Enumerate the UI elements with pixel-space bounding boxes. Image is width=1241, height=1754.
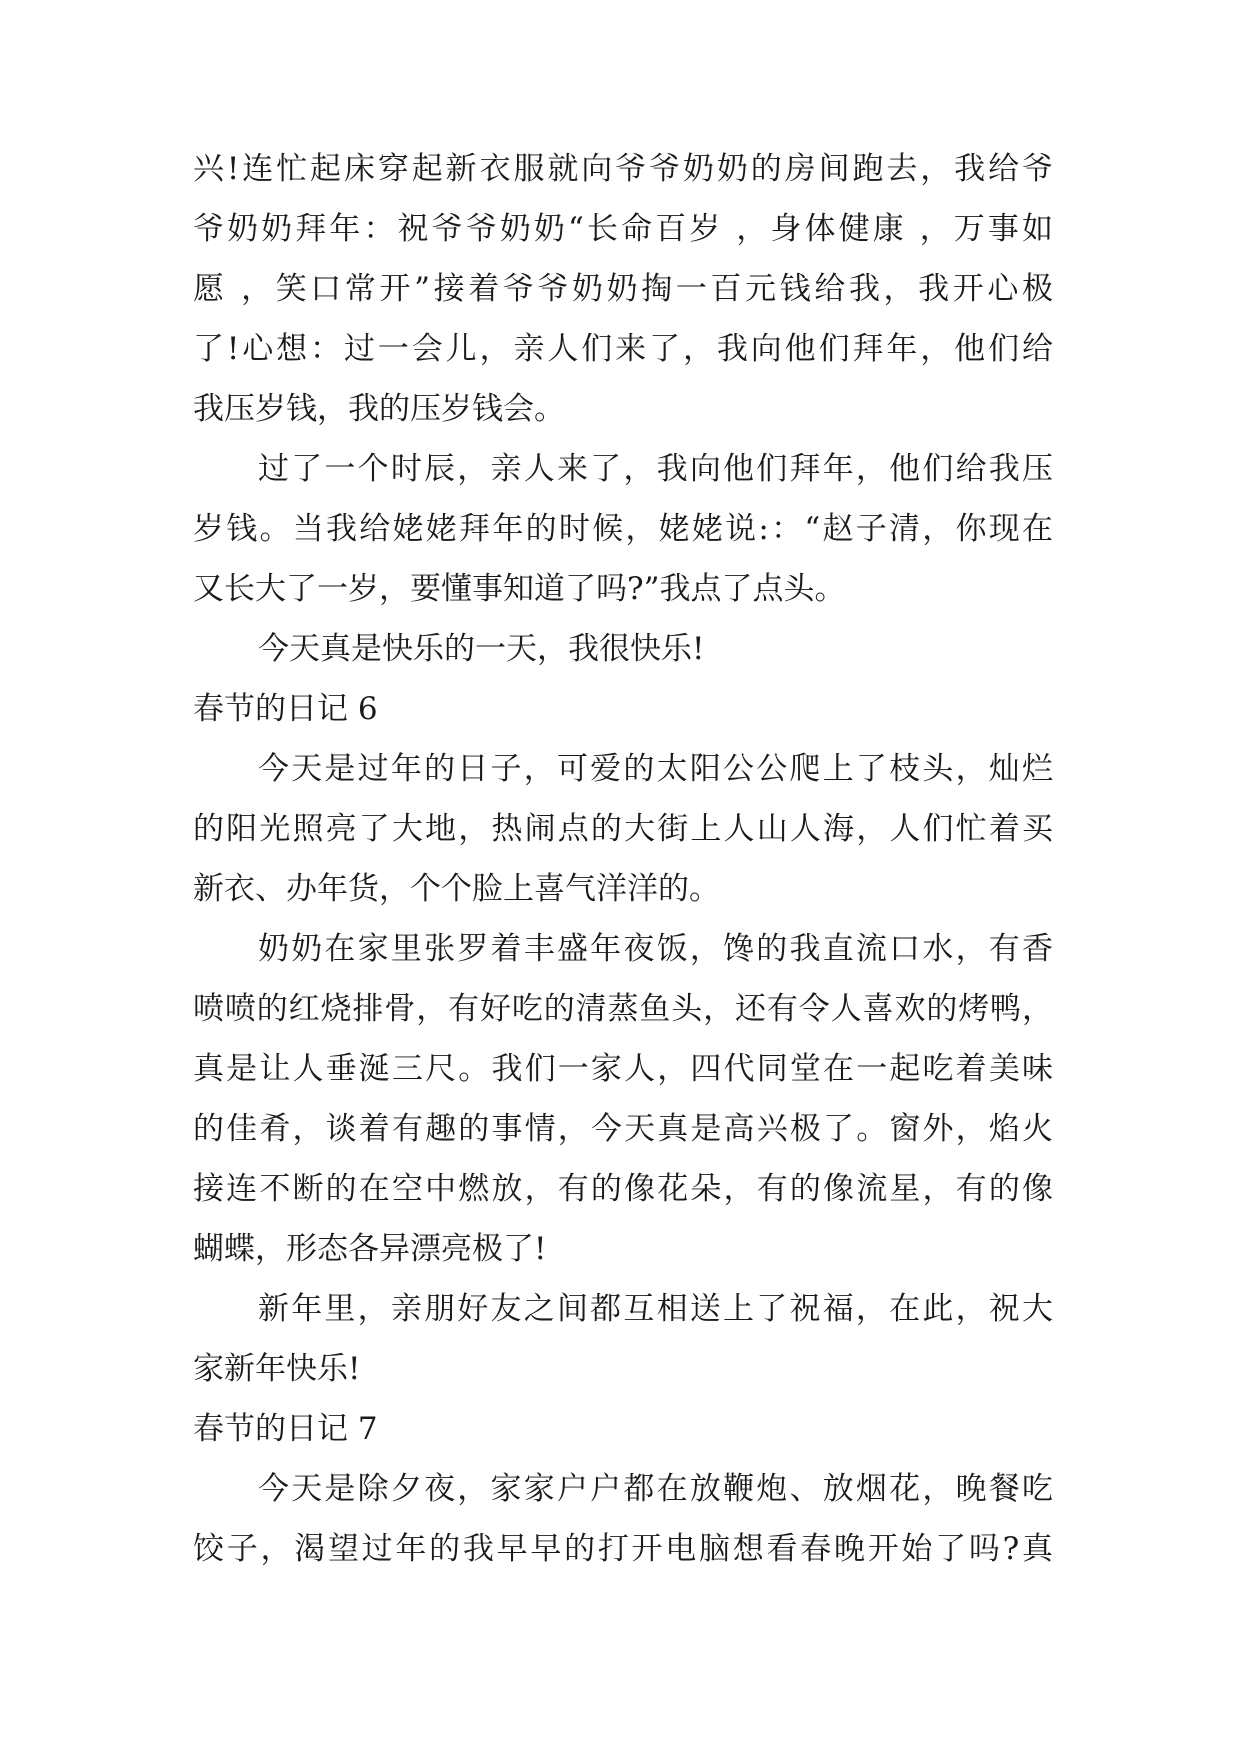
text-line: 新衣、办年货，个个脸上喜气洋洋的。: [193, 871, 720, 907]
text-line: 真是让人垂涎三尺。我们一家人，四代同堂在一起吃着美味: [193, 1051, 1053, 1087]
section-heading: 春节的日记 6: [193, 691, 378, 727]
section-heading: 春节的日记 7: [193, 1411, 378, 1447]
text-line: 岁钱。当我给姥姥拜年的时候，姥姥说:：“赵子清，你现在: [193, 511, 1053, 547]
text-line: 兴!连忙起床穿起新衣服就向爷爷奶奶的房间跑去，我给爷: [193, 151, 1053, 187]
text-line: 我压岁钱，我的压岁钱会。: [193, 391, 565, 427]
paragraph-first-line: 今天真是快乐的一天，我很快乐!: [258, 631, 705, 667]
text-line: 蝴蝶，形态各异漂亮极了!: [193, 1231, 547, 1267]
paragraph-first-line: 今天是过年的日子，可爱的太阳公公爬上了枝头，灿烂: [258, 751, 1053, 787]
text-line: 又长大了一岁，要懂事知道了吗?”我点了点头。: [193, 571, 846, 607]
text-line: 爷奶奶拜年：祝爷爷奶奶“长命百岁 ，身体健康 ，万事如: [193, 211, 1053, 247]
text-line: 愿 ，笑口常开”接着爷爷奶奶掏一百元钱给我，我开心极: [193, 271, 1053, 307]
text-line: 的阳光照亮了大地，热闹点的大街上人山人海，人们忙着买: [193, 811, 1053, 847]
text-line: 了!心想：过一会儿，亲人们来了，我向他们拜年，他们给: [193, 331, 1053, 367]
paragraph-first-line: 奶奶在家里张罗着丰盛年夜饭，馋的我直流口水，有香: [258, 931, 1053, 967]
text-line: 家新年快乐!: [193, 1351, 361, 1387]
paragraph-first-line: 过了一个时辰，亲人来了，我向他们拜年，他们给我压: [258, 451, 1053, 487]
text-line: 喷喷的红烧排骨，有好吃的清蒸鱼头，还有令人喜欢的烤鸭，: [193, 991, 1053, 1027]
paragraph-first-line: 今天是除夕夜，家家户户都在放鞭炮、放烟花，晚餐吃: [258, 1471, 1053, 1507]
paragraph-first-line: 新年里，亲朋好友之间都互相送上了祝福，在此，祝大: [258, 1291, 1053, 1327]
text-line: 的佳肴，谈着有趣的事情，今天真是高兴极了。窗外，焰火: [193, 1111, 1053, 1147]
text-line: 接连不断的在空中燃放，有的像花朵，有的像流星，有的像: [193, 1171, 1053, 1207]
text-line: 饺子，渴望过年的我早早的打开电脑想看春晚开始了吗?真: [193, 1531, 1053, 1567]
